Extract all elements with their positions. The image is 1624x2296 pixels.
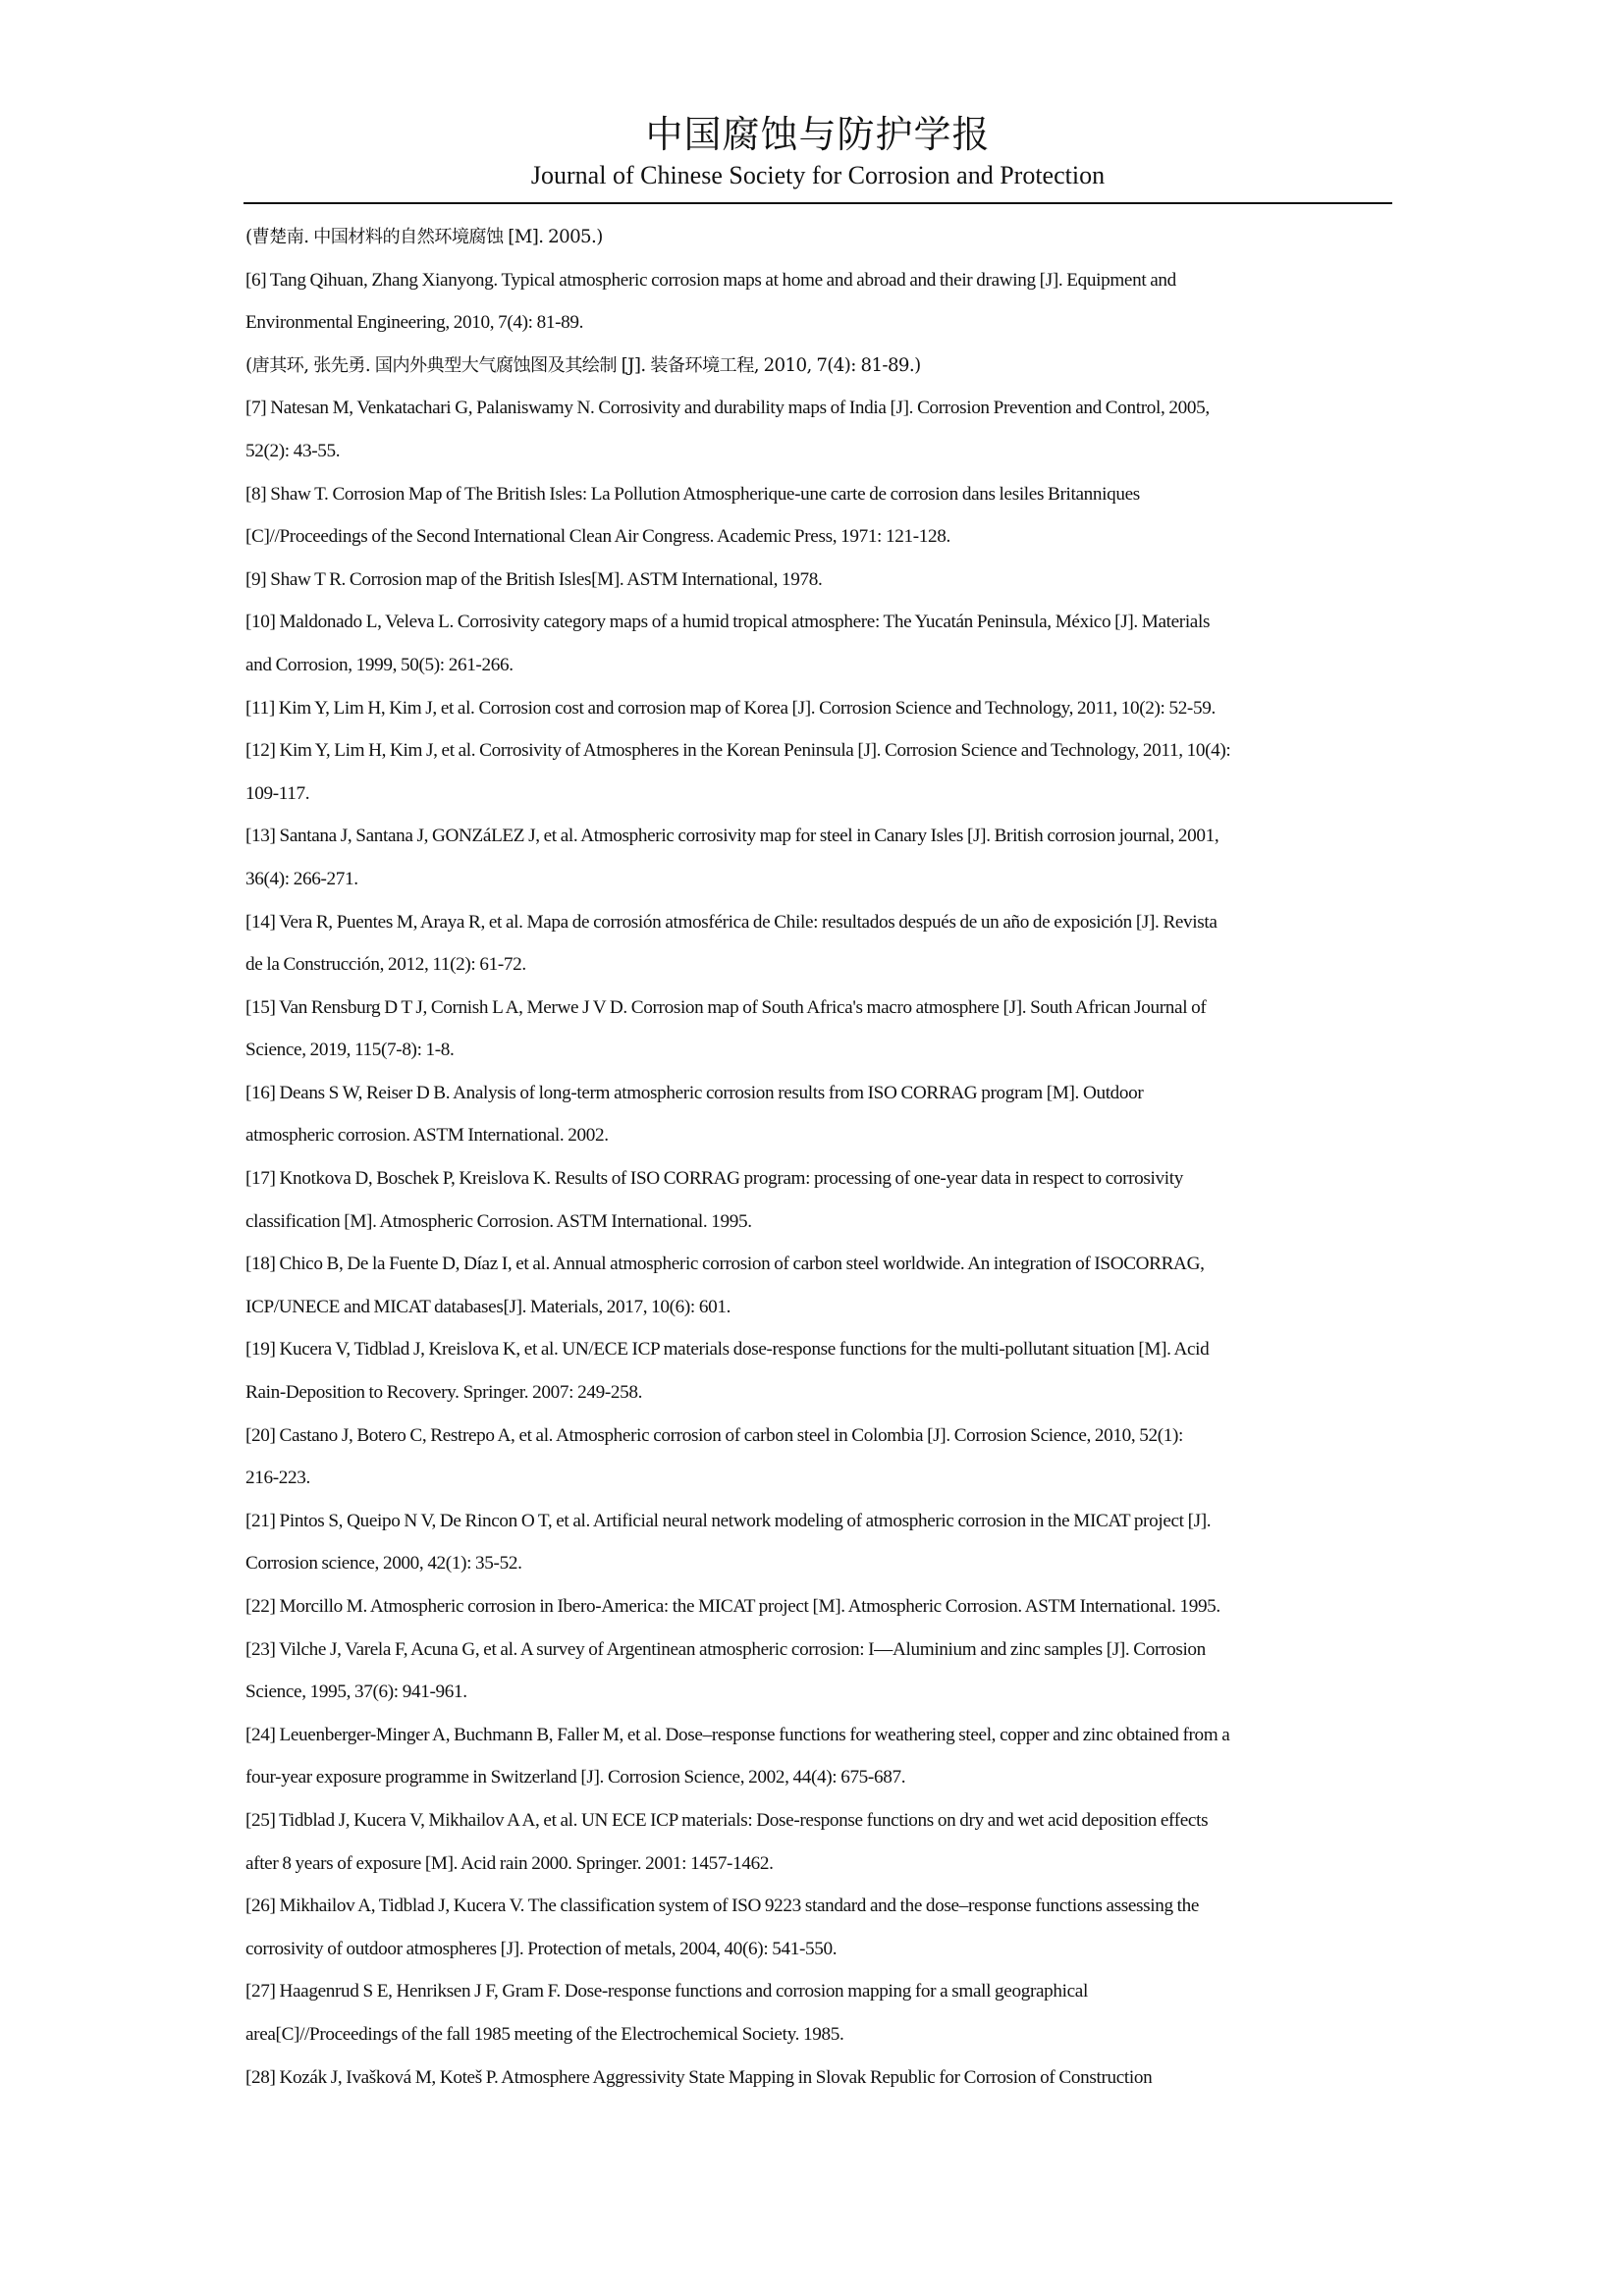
journal-header <box>244 110 1392 190</box>
reference-line: [6] Tang Qihuan, Zhang Xianyong. Typical atmospheric corrosion maps at home and abroad and their drawing [J]. Equipment and <box>245 269 1176 291</box>
reference-line: [9] Shaw T R. Corrosion map of the British Isles[M]. ASTM International, 1978. <box>245 568 823 590</box>
reference-line: [22] Morcillo M. Atmospheric corrosion in Ibero-America: the MICAT project [M]. Atmospheric Corrosion. ASTM International. 1995. <box>245 1596 1220 1617</box>
reference-line: (曹楚南. 中国材料的自然环境腐蚀 [M]. 2005.) <box>245 227 603 247</box>
reference-line: [8] Shaw T. Corrosion Map of The British Isles: La Pollution Atmospherique-une carte de corrosion dans lesiles Britanniques <box>245 483 1140 505</box>
reference-line: [11] Kim Y, Lim H, Kim J, et al. Corrosion cost and corrosion map of Korea [J]. Corrosion Science and Technology, 2011, 10(2): 52-59. <box>245 697 1216 719</box>
reference-line: [17] Knotkova D, Boschek P, Kreislova K. Results of ISO CORRAG program: processing of one-year data in respect to corrosivity <box>245 1168 1183 1190</box>
reference-line: 36(4): 266-271. <box>245 868 358 889</box>
reference-line: [14] Vera R, Puentes M, Araya R, et al. Mapa de corrosión atmosférica de Chile: resultados después de un año de exposición [J]. Revista <box>245 911 1218 933</box>
reference-line: [27] Haagenrud S E, Henriksen J F, Gram F. Dose-response functions and corrosion mapping for a small geographical <box>245 1981 1088 2002</box>
reference-line: area[C]//Proceedings of the fall 1985 meeting of the Electrochemical Society. 1985. <box>245 2023 844 2045</box>
reference-line: [20] Castano J, Botero C, Restrepo A, et al. Atmospheric corrosion of carbon steel in Colombia [J]. Corrosion Science, 2010, 52(1): <box>245 1424 1184 1446</box>
reference-line: [19] Kucera V, Tidblad J, Kreislova K, et al. UN/ECE ICP materials dose-response functions for the multi-pollutant situation [M]. Acid <box>245 1339 1210 1361</box>
reference-line: [24] Leuenberger-Minger A, Buchmann B, Faller M, et al. Dose–response functions for weathering steel, copper and zinc obtained from a <box>245 1724 1230 1745</box>
reference-line: classification [M]. Atmospheric Corrosion. ASTM International. 1995. <box>245 1210 752 1232</box>
reference-line: [16] Deans S W, Reiser D B. Analysis of long-term atmospheric corrosion results from ISO CORRAG program [M]. Outdoor <box>245 1082 1144 1103</box>
reference-line: [13] Santana J, Santana J, GONZáLEZ J, et al. Atmospheric corrosivity map for steel in Canary Isles [J]. British corrosion journal, 2001, <box>245 826 1219 847</box>
reference-line: [25] Tidblad J, Kucera V, Mikhailov A A, et al. UN ECE ICP materials: Dose-response functions on dry and wet acid deposition effects <box>245 1809 1209 1831</box>
reference-line: Science, 1995, 37(6): 941-961. <box>245 1682 467 1703</box>
reference-line: 109-117. <box>245 782 310 804</box>
reference-line: [15] Van Rensburg D T J, Cornish L A, Merwe J V D. Corrosion map of South Africa's macro atmosphere [J]. South African Journal of <box>245 996 1207 1018</box>
header-rule <box>244 202 1392 204</box>
reference-line: [10] Maldonado L, Veleva L. Corrosivity category maps of a humid tropical atmosphere: The Yucatán Peninsula, México [J]. Materials <box>245 612 1211 633</box>
reference-line: [28] Kozák J, Ivašková M, Koteš P. Atmosphere Aggressivity State Mapping in Slovak Republic for Corrosion of Construction <box>245 2066 1153 2088</box>
reference-line: [7] Natesan M, Venkatachari G, Palaniswamy N. Corrosivity and durability maps of India [J]. Corrosion Prevention and Control, 2005, <box>245 398 1210 419</box>
reference-list <box>245 216 1392 2099</box>
reference-line: [23] Vilche J, Varela F, Acuna G, et al. A survey of Argentinean atmospheric corrosion: I—Aluminium and zinc samples [J]. Corrosion <box>245 1638 1206 1660</box>
reference-line: de la Construcción, 2012, 11(2): 61-72. <box>245 954 526 976</box>
journal-title-chinese: 中国腐蚀与防护学报 <box>645 113 991 156</box>
reference-line: after 8 years of exposure [M]. Acid rain 2000. Springer. 2001: 1457-1462. <box>245 1852 774 1874</box>
reference-line: [21] Pintos S, Queipo N V, De Rincon O T, et al. Artificial neural network modeling of atmospheric corrosion in the MICAT project [J]. <box>245 1510 1212 1531</box>
reference-line: 216-223. <box>245 1468 310 1489</box>
reference-line: Science, 2019, 115(7-8): 1-8. <box>245 1040 455 1061</box>
reference-line: atmospheric corrosion. ASTM International. 2002. <box>245 1125 609 1147</box>
journal-title-english: Journal of Chinese Society for Corrosion and Protection <box>530 161 1106 189</box>
reference-line: 52(2): 43-55. <box>245 440 341 461</box>
reference-line: (唐其环, 张先勇. 国内外典型大气腐蚀图及其绘制 [J]. 装备环境工程, 2010, 7(4): 81-89.) <box>245 354 921 376</box>
reference-line: [18] Chico B, De la Fuente D, Díaz I, et al. Annual atmospheric corrosion of carbon steel worldwide. An integration of ISOCORRAG, <box>245 1254 1205 1275</box>
reference-line: [26] Mikhailov A, Tidblad J, Kucera V. The classification system of ISO 9223 standard and the dose–response functions assessing the <box>245 1896 1200 1917</box>
reference-line: [12] Kim Y, Lim H, Kim J, et al. Corrosivity of Atmospheres in the Korean Peninsula [J]. Corrosion Science and Technology, 2011, 10(4): <box>245 740 1231 762</box>
reference-line: and Corrosion, 1999, 50(5): 261-266. <box>245 654 514 675</box>
reference-line: [C]//Proceedings of the Second International Clean Air Congress. Academic Press, 1971: 121-128. <box>245 526 950 548</box>
reference-line: Environmental Engineering, 2010, 7(4): 81-89. <box>245 312 584 334</box>
reference-line: four-year exposure programme in Switzerland [J]. Corrosion Science, 2002, 44(4): 675-687. <box>245 1767 906 1789</box>
reference-line: Corrosion science, 2000, 42(1): 35-52. <box>245 1553 522 1575</box>
reference-line: ICP/UNECE and MICAT databases[J]. Materials, 2017, 10(6): 601. <box>245 1296 731 1317</box>
reference-line: corrosivity of outdoor atmospheres [J]. Protection of metals, 2004, 40(6): 541-550. <box>245 1938 838 1959</box>
reference-line: Rain-Deposition to Recovery. Springer. 2007: 249-258. <box>245 1382 643 1404</box>
